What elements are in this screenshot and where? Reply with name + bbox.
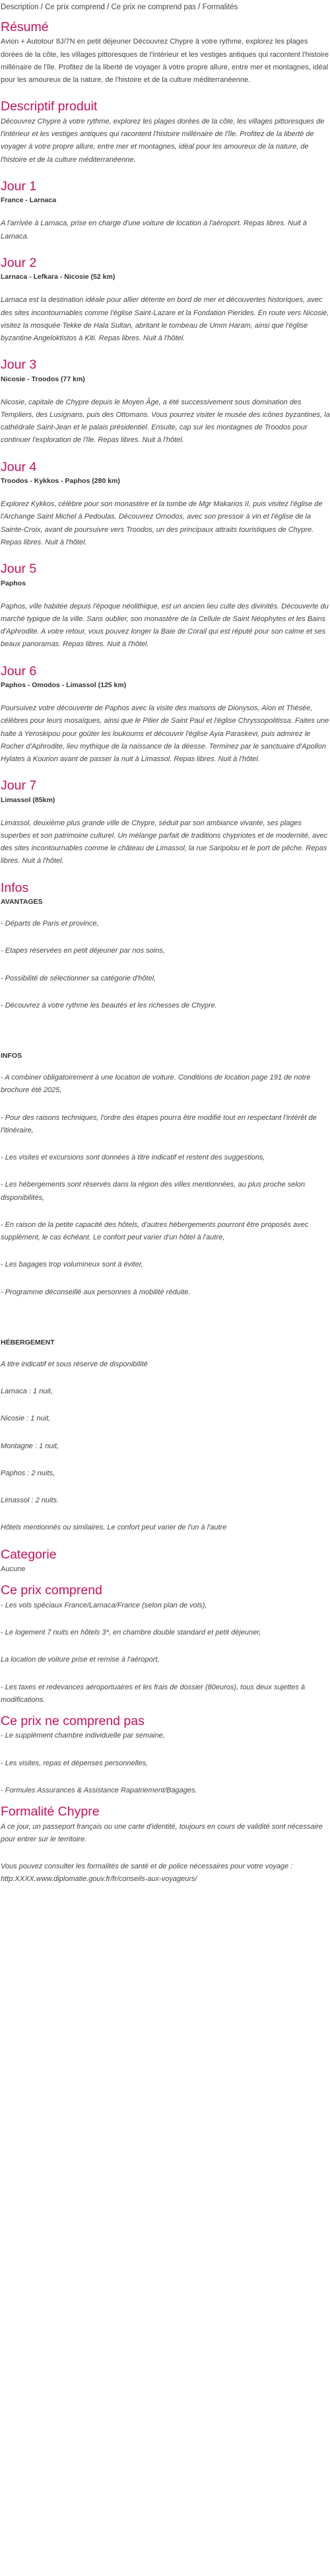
breadcrumb-separator: / bbox=[195, 3, 203, 11]
infos-label: INFOS bbox=[1, 1052, 22, 1060]
hebergement-item: Montagne : 1 nuit, bbox=[1, 1442, 59, 1450]
comprend-title: Ce prix comprend bbox=[1, 1583, 102, 1598]
hebergement-label: HÉBERGEMENT bbox=[1, 1338, 55, 1346]
day-5-title: Jour 5 bbox=[1, 562, 37, 577]
avantage-item: - Découvrez à votre rythme les beautés et les richesses de Chypre. bbox=[1, 1001, 217, 1010]
day-5-text: Paphos, ville habitée depuis l'époque néolithique, est un ancien lieu culte des divinités. Découverte du marché typique de la ville. Sans oublier, son monastère de la Cellule de Saint Néophytes et les Bains d'Aphrodite. A votre retour, vous pouvez longer la Baie de Corail qui est réputé pour son calme et ses beaux panoramas. Repas libres. Nuit à l'hôtel. bbox=[1, 602, 329, 649]
day-2-title: Jour 2 bbox=[1, 255, 37, 270]
info-item: - Les visites et excursions sont données à titre indicatif et restent des suggestions, bbox=[1, 1154, 265, 1162]
hebergement-intro: A titre indicatif et sous réserve de disponibilité bbox=[1, 1360, 148, 1368]
day-3-text: Nicosie, capitale de Chypre depuis le Moyen Âge, a été successivement sous domination des Templiers, des Lusignans, puis des Ottomans. Vous pourrez visiter le musée des icônes byzantines, la cathédrale Saint-Jean et le palais présidentiel. Ensuite, cap sur les montagnes de Troodos pour continuer l'exploration de l'île. Repas libres. Nuit à l'hôtel. bbox=[1, 398, 330, 445]
breadcrumb-description-link[interactable]: Description bbox=[1, 3, 39, 11]
day-4-title: Jour 4 bbox=[1, 459, 37, 474]
day-2-text: Larnaca est la destination idéale pour allier détente en bord de mer et découvertes historiques, avec des sites incontournables comme l'église Saint-Lazare et la Fondation Pierides. En route vers Nicosie, visitez la mosquée Tekke de Hala Sultan, abritant le tombeau de Umm Haram, ainsi que l'église byzantine Angeloktistos à Kiti. Repas libres. Nuit à l'hôtel. bbox=[1, 296, 329, 342]
info-item: - Programme déconseillé aux personnes à mobilité réduite. bbox=[1, 1288, 191, 1296]
info-item: - Les bagages trop volumineux sont à éviter, bbox=[1, 1261, 143, 1269]
comprend-item: - Les vols spéciaux France/Larnaca/France (selon plan de vols), bbox=[1, 1601, 207, 1609]
info-item: - Pour des raisons techniques, l'ordre des étapes pourra être modifié tout en respectant l'intérêt de l'itinéraire, bbox=[1, 1113, 317, 1134]
day-3-route: Nicosie - Troodos (77 km) bbox=[1, 375, 85, 383]
day-7-title: Jour 7 bbox=[1, 778, 37, 793]
page bbox=[0, 1, 330, 1886]
categorie-value: Aucune bbox=[1, 1565, 26, 1574]
day-3-title: Jour 3 bbox=[1, 357, 37, 373]
comprend-item: - Les taxes et redevances aéroportuaires et les frais de dossier (80euros), tous deux sujettes à modifications. bbox=[1, 1683, 306, 1704]
formalite-title: Formalité Chypre bbox=[1, 1804, 100, 1820]
resume-title: Résumé bbox=[1, 20, 49, 34]
avantage-item: - Possibilité de sélectionner sa catégorie d'hôtel, bbox=[1, 974, 156, 982]
day-1-title: Jour 1 bbox=[1, 178, 37, 194]
day-2-route: Larnaca - Lefkara - Nicosie (52 km) bbox=[1, 273, 116, 281]
day-6-text: Poursuivez votre découverte de Paphos avec la visite des maisons de Dionysos, Aion et Thésée, célèbres pour leurs mosaïques, ainsi que le Pilier de Saint Paul et l'église Chryssopolitissa. Faites une halte à Yeroskipou pour goûter les loukoums et découvrir l'église Ayia Paraskevi, puis admirez le Rocher d'Aphrodite, lieu mythique de la naissance de la déesse. Terminez par le sanctuaire d'Apollon Hylates à Kourion avant de passer la nuit à Limassol. Repas libres. Nuit à l'hôtel. bbox=[1, 704, 329, 763]
spacer bbox=[1, 1313, 330, 1337]
hebergement-item: Paphos : 2 nuits, bbox=[1, 1469, 55, 1477]
day-1-text: A l'arrivée à Larnaca, prise en charge d'une voiture de location à l'aéroport. Repas libres. Nuit à Larnaca. bbox=[1, 219, 307, 240]
breadcrumb-formalites-link[interactable]: Formalités bbox=[202, 3, 238, 11]
hebergement-item: Limassol : 2 nuits. bbox=[1, 1496, 59, 1505]
ne-comprend-title: Ce prix ne comprend pas bbox=[1, 1714, 145, 1728]
hebergement-item: Larnaca : 1 nuit, bbox=[1, 1387, 53, 1396]
ne-comprend-item: - Les visites, repas et dépenses personnelles, bbox=[1, 1759, 148, 1767]
formalite-item: Vous pouvez consulter les formalités de santé et de police nécessaires pour votre voyage : http:XXXX.www.diplomatie.gouv.fr/fr/conseils-aux-voyageurs/ bbox=[1, 1862, 293, 1884]
descriptif-text: Découvrez Chypre à votre rythme, explorez les plages dorées de la côte, les villages pittoresques de l'intérieur et les vestiges antiques qui racontent l'histoire millénaire de l'île. Profitez de la liberté de voyager à votre propre allure, entre mer et montagnes, idéal pour les amoureux de la nature, de l'histoire et de la culture méditerranéenne. bbox=[1, 117, 325, 164]
breadcrumb bbox=[1, 1, 330, 14]
breadcrumb-separator: / bbox=[104, 3, 112, 11]
avantage-item: - Etapes réservées en petit déjeuner par nos soins, bbox=[1, 947, 165, 955]
avantages-label: AVANTAGES bbox=[1, 898, 43, 906]
day-4-text: Explorez Kykkos, célèbre pour son monastère et la tombe de Mgr Makarios II, puis visitez l'église de l'Archange Saint Michel à Pedoulas. Découvrez Omodos, avec son pressoir à vin et l'église de la Sainte-Croix, avant de poursuivre vers Troodos, un des principaux attraits touristiques de Chypre. Repas libres. Nuit à l'hôtel. bbox=[1, 500, 323, 546]
categorie-title: Categorie bbox=[1, 1547, 57, 1562]
breadcrumb-ne-comprend-link[interactable]: Ce prix ne comprend pas bbox=[111, 3, 196, 11]
descriptif-title: Descriptif produit bbox=[1, 99, 98, 114]
day-7-text: Limassol, deuxième plus grande ville de Chypre, séduit par son ambiance vivante, ses plages superbes et son patrimoine culturel. Un mélange parfait de traditions chypriotes et de modernité, avec des sites incontournables comme le château de Limassol, la rue Saripolou et le port de pêche. Repas libres. Nuit à l'hôtel. bbox=[1, 819, 328, 865]
info-item: - A combiner obligatoirement à une location de voiture. Conditions de location page 191 de notre brochure été 2025, bbox=[1, 1074, 311, 1095]
day-6-route: Paphos - Omodos - Limassol (125 km) bbox=[1, 681, 127, 689]
info-item: - Les hébergements sont réservés dans la région des villes mentionnées, au plus proche selon disponibilités, bbox=[1, 1181, 306, 1202]
comprend-item: La location de voiture prise et remise à l'aéroport, bbox=[1, 1656, 160, 1664]
breadcrumb-separator: / bbox=[38, 3, 46, 11]
avantage-item: - Départs de Paris et province, bbox=[1, 920, 99, 928]
day-4-route: Troodos - Kykkos - Paphos (280 km) bbox=[1, 477, 120, 486]
day-7-route: Limassol (85km) bbox=[1, 795, 55, 804]
resume-text: Avion + Autotour 8J/7N en petit déjeuner Découvrez Chypre à votre rythme, explorez les plages dorées de la côte, les villages pittoresques de l'intérieur et les vestiges antiques qui racontent l'histoire millénaire de l'île. Profitez de la liberté de voyager à votre propre allure, entre mer et montagnes, idéal pour les amoureux de la nature, de l'histoire et de la culture méditerranéenne. bbox=[1, 38, 329, 85]
breadcrumb-comprend-link[interactable]: Ce prix comprend bbox=[45, 3, 105, 11]
comprend-item: - Le logement 7 nuits en hôtels 3*, en chambre double standard et petit déjeuner, bbox=[1, 1629, 261, 1637]
day-6-title: Jour 6 bbox=[1, 663, 37, 679]
hebergement-item: Nicosie : 1 nuit, bbox=[1, 1415, 51, 1423]
ne-comprend-item: - Formules Assurances & Assistance Rapatriement/Bagages. bbox=[1, 1786, 197, 1794]
day-1-route: France - Larnaca bbox=[1, 196, 57, 205]
day-5-route: Paphos bbox=[1, 579, 26, 587]
spacer bbox=[1, 1027, 330, 1050]
infos-title: Infos bbox=[1, 880, 29, 895]
info-item: - En raison de la petite capacité des hôtels, d'autres hébergements pourront être proposés avec supplément, le cas échéant. Le confort peut varier d'un hôtel à l'autre, bbox=[1, 1220, 309, 1242]
hebergement-note: Hôtels mentionnés ou similaires. Le confort peut varier de l'un à l'autre bbox=[1, 1524, 227, 1532]
ne-comprend-item: - Le supplément chambre individuelle par semaine, bbox=[1, 1732, 165, 1740]
formalite-item: A ce jour, un passeport français ou une carte d'identité, toujours en cours de validité sont nécessaire pour entrer sur le territoire. bbox=[1, 1822, 323, 1843]
